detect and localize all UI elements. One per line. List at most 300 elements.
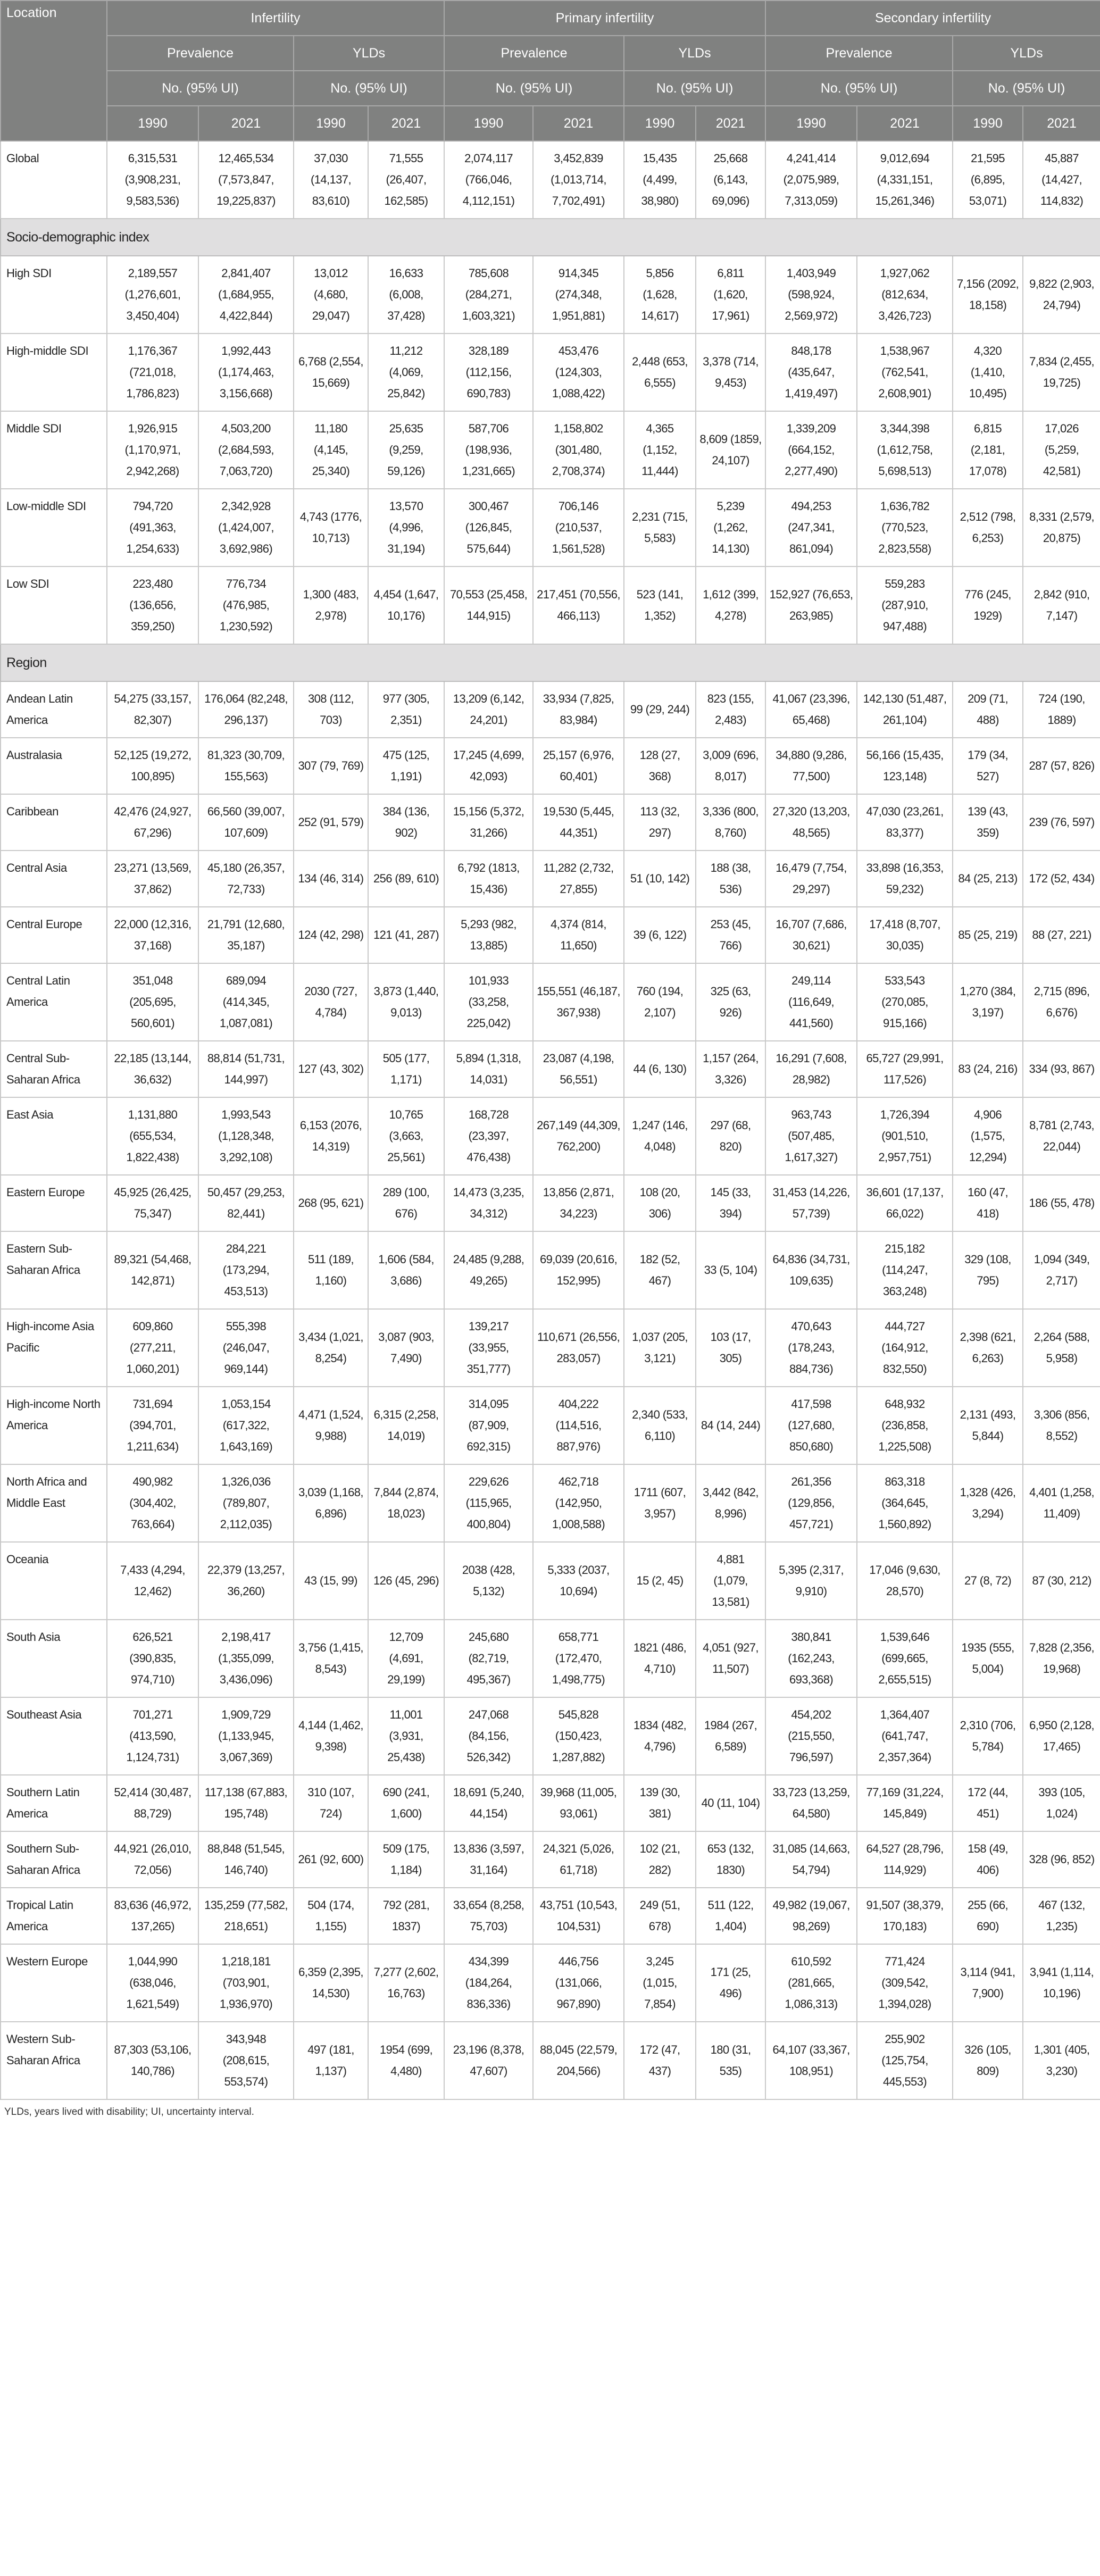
value-cell: 776 (245, 1929)	[953, 566, 1023, 644]
location-cell: Central Asia	[1, 851, 107, 907]
value-cell: 325 (63, 926)	[696, 963, 765, 1041]
value-cell: 863,318 (364,645, 1,560,892)	[857, 1464, 953, 1542]
table-row	[1, 334, 1100, 411]
table-row	[1, 681, 1100, 738]
value-cell: 914,345 (274,348, 1,951,881)	[533, 256, 624, 334]
year-header: 2021	[368, 106, 444, 141]
location-cell: Andean Latin America	[1, 681, 107, 738]
year-header: 2021	[533, 106, 624, 141]
unit-header: No. (95% UI)	[294, 71, 444, 106]
value-cell: 18,691 (5,240, 44,154)	[444, 1775, 533, 1831]
value-cell: 261 (92, 600)	[294, 1831, 368, 1888]
value-cell: 1,328 (426, 3,294)	[953, 1464, 1023, 1542]
value-cell: 11,212 (4,069, 25,842)	[368, 334, 444, 411]
value-cell: 13,836 (3,597, 31,164)	[444, 1831, 533, 1888]
value-cell: 3,039 (1,168, 6,896)	[294, 1464, 368, 1542]
value-cell: 3,336 (800, 8,760)	[696, 794, 765, 851]
value-cell: 27,320 (13,203, 48,565)	[765, 794, 857, 851]
value-cell: 5,395 (2,317, 9,910)	[765, 1542, 857, 1620]
value-cell: 182 (52, 467)	[624, 1231, 696, 1309]
value-cell: 88 (27, 221)	[1023, 907, 1100, 963]
value-cell: 83 (24, 216)	[953, 1041, 1023, 1097]
value-cell: 2,264 (588, 5,958)	[1023, 1309, 1100, 1387]
value-cell: 1,053,154 (617,322, 1,643,169)	[198, 1387, 294, 1464]
table-row	[1, 411, 1100, 489]
value-cell: 626,521 (390,835, 974,710)	[107, 1620, 198, 1697]
location-cell: Western Europe	[1, 1944, 107, 2022]
value-cell: 511 (189, 1,160)	[294, 1231, 368, 1309]
value-cell: 384 (136, 902)	[368, 794, 444, 851]
value-cell: 255,902 (125,754, 445,553)	[857, 2022, 953, 2099]
unit-header: No. (95% UI)	[765, 71, 953, 106]
value-cell: 135,259 (77,582, 218,651)	[198, 1888, 294, 1944]
table-row	[1, 1620, 1100, 1697]
value-cell: 88,814 (51,731, 144,997)	[198, 1041, 294, 1097]
value-cell: 328,189 (112,156, 690,783)	[444, 334, 533, 411]
value-cell: 3,452,839 (1,013,714, 7,702,491)	[533, 141, 624, 219]
unit-header: No. (95% UI)	[107, 71, 294, 106]
location-cell: Southern Sub-Saharan Africa	[1, 1831, 107, 1888]
value-cell: 3,442 (842, 8,996)	[696, 1464, 765, 1542]
value-cell: 33,934 (7,825, 83,984)	[533, 681, 624, 738]
section-header-row	[1, 644, 1100, 681]
value-cell: 509 (175, 1,184)	[368, 1831, 444, 1888]
value-cell: 33 (5, 104)	[696, 1231, 765, 1309]
value-cell: 47,030 (23,261, 83,377)	[857, 794, 953, 851]
value-cell: 255 (66, 690)	[953, 1888, 1023, 1944]
location-cell: Central Sub-Saharan Africa	[1, 1041, 107, 1097]
value-cell: 393 (105, 1,024)	[1023, 1775, 1100, 1831]
value-cell: 160 (47, 418)	[953, 1175, 1023, 1231]
value-cell: 4,051 (927, 11,507)	[696, 1620, 765, 1697]
value-cell: 2,231 (715, 5,583)	[624, 489, 696, 566]
value-cell: 1,364,407 (641,747, 2,357,364)	[857, 1697, 953, 1775]
value-cell: 16,479 (7,754, 29,297)	[765, 851, 857, 907]
value-cell: 25,668 (6,143, 69,096)	[696, 141, 765, 219]
value-cell: 36,601 (17,137, 66,022)	[857, 1175, 953, 1231]
value-cell: 7,277 (2,602, 16,763)	[368, 1944, 444, 2022]
table-header	[1, 1, 1100, 141]
value-cell: 3,245 (1,015, 7,854)	[624, 1944, 696, 2022]
value-cell: 84 (14, 244)	[696, 1387, 765, 1464]
value-cell: 3,306 (856, 8,552)	[1023, 1387, 1100, 1464]
table-row	[1, 141, 1100, 219]
value-cell: 44 (6, 130)	[624, 1041, 696, 1097]
value-cell: 39 (6, 122)	[624, 907, 696, 963]
value-cell: 52,414 (30,487, 88,729)	[107, 1775, 198, 1831]
value-cell: 84 (25, 213)	[953, 851, 1023, 907]
group-header-infertility: Infertility	[107, 1, 444, 36]
table-row	[1, 1944, 1100, 2022]
value-cell: 33,898 (16,353, 59,232)	[857, 851, 953, 907]
location-cell: North Africa and Middle East	[1, 1464, 107, 1542]
value-cell: 70,553 (25,458, 144,915)	[444, 566, 533, 644]
value-cell: 19,530 (5,445, 44,351)	[533, 794, 624, 851]
value-cell: 23,087 (4,198, 56,551)	[533, 1041, 624, 1097]
value-cell: 172 (44, 451)	[953, 1775, 1023, 1831]
value-cell: 434,399 (184,264, 836,336)	[444, 1944, 533, 2022]
value-cell: 247,068 (84,156, 526,342)	[444, 1697, 533, 1775]
table-row	[1, 2022, 1100, 2099]
value-cell: 108 (20, 306)	[624, 1175, 696, 1231]
value-cell: 653 (132, 1830)	[696, 1831, 765, 1888]
location-cell: Middle SDI	[1, 411, 107, 489]
value-cell: 56,166 (15,435, 123,148)	[857, 738, 953, 794]
value-cell: 252 (91, 579)	[294, 794, 368, 851]
location-cell: High SDI	[1, 256, 107, 334]
value-cell: 11,001 (3,931, 25,438)	[368, 1697, 444, 1775]
value-cell: 239 (76, 597)	[1023, 794, 1100, 851]
value-cell: 145 (33, 394)	[696, 1175, 765, 1231]
value-cell: 127 (43, 302)	[294, 1041, 368, 1097]
location-cell: Australasia	[1, 738, 107, 794]
measure-header: YLDs	[294, 36, 444, 71]
year-header: 1990	[107, 106, 198, 141]
value-cell: 823 (155, 2,483)	[696, 681, 765, 738]
value-cell: 172 (52, 434)	[1023, 851, 1100, 907]
value-cell: 16,633 (6,008, 37,428)	[368, 256, 444, 334]
value-cell: 2,340 (533, 6,110)	[624, 1387, 696, 1464]
value-cell: 134 (46, 314)	[294, 851, 368, 907]
table-row	[1, 1464, 1100, 1542]
value-cell: 794,720 (491,363, 1,254,633)	[107, 489, 198, 566]
table-body	[1, 141, 1100, 2099]
measure-header: Prevalence	[107, 36, 294, 71]
value-cell: 217,451 (70,556, 466,113)	[533, 566, 624, 644]
value-cell: 5,856 (1,628, 14,617)	[624, 256, 696, 334]
value-cell: 155,551 (46,187, 367,938)	[533, 963, 624, 1041]
value-cell: 52,125 (19,272, 100,895)	[107, 738, 198, 794]
value-cell: 1,037 (205, 3,121)	[624, 1309, 696, 1387]
value-cell: 87,303 (53,106, 140,786)	[107, 2022, 198, 2099]
value-cell: 1,218,181 (703,901, 1,936,970)	[198, 1944, 294, 2022]
value-cell: 249,114 (116,649, 441,560)	[765, 963, 857, 1041]
value-cell: 256 (89, 610)	[368, 851, 444, 907]
value-cell: 307 (79, 769)	[294, 738, 368, 794]
value-cell: 6,792 (1813, 15,436)	[444, 851, 533, 907]
section-title: Region	[1, 644, 1100, 681]
value-cell: 65,727 (29,991, 117,526)	[857, 1041, 953, 1097]
year-header: 1990	[953, 106, 1023, 141]
header-row-years	[1, 106, 1100, 141]
value-cell: 4,906 (1,575, 12,294)	[953, 1097, 1023, 1175]
value-cell: 977 (305, 2,351)	[368, 681, 444, 738]
value-cell: 1,326,036 (789,807, 2,112,035)	[198, 1464, 294, 1542]
table-row	[1, 907, 1100, 963]
value-cell: 609,860 (277,211, 1,060,201)	[107, 1309, 198, 1387]
value-cell: 351,048 (205,695, 560,601)	[107, 963, 198, 1041]
table-row	[1, 1831, 1100, 1888]
table-row	[1, 1231, 1100, 1309]
value-cell: 3,756 (1,415, 8,543)	[294, 1620, 368, 1697]
value-cell: 101,933 (33,258, 225,042)	[444, 963, 533, 1041]
value-cell: 31,085 (14,663, 54,794)	[765, 1831, 857, 1888]
value-cell: 470,643 (178,243, 884,736)	[765, 1309, 857, 1387]
value-cell: 300,467 (126,845, 575,644)	[444, 489, 533, 566]
value-cell: 587,706 (198,936, 1,231,665)	[444, 411, 533, 489]
value-cell: 1954 (699, 4,480)	[368, 2022, 444, 2099]
value-cell: 2038 (428, 5,132)	[444, 1542, 533, 1620]
value-cell: 326 (105, 809)	[953, 2022, 1023, 2099]
value-cell: 10,765 (3,663, 25,561)	[368, 1097, 444, 1175]
footnote: YLDs, years lived with disability; UI, uncertainty interval.	[4, 2106, 254, 2118]
location-cell: Eastern Europe	[1, 1175, 107, 1231]
value-cell: 85 (25, 219)	[953, 907, 1023, 963]
value-cell: 2,131 (493, 5,844)	[953, 1387, 1023, 1464]
value-cell: 121 (41, 287)	[368, 907, 444, 963]
table-row	[1, 794, 1100, 851]
value-cell: 792 (281, 1837)	[368, 1888, 444, 1944]
value-cell: 179 (34, 527)	[953, 738, 1023, 794]
value-cell: 22,379 (13,257, 36,260)	[198, 1542, 294, 1620]
value-cell: 2030 (727, 4,784)	[294, 963, 368, 1041]
value-cell: 13,209 (6,142, 24,201)	[444, 681, 533, 738]
value-cell: 25,157 (6,976, 60,401)	[533, 738, 624, 794]
value-cell: 776,734 (476,985, 1,230,592)	[198, 566, 294, 644]
value-cell: 380,841 (162,243, 693,368)	[765, 1620, 857, 1697]
value-cell: 284,221 (173,294, 453,513)	[198, 1231, 294, 1309]
location-cell: Central Europe	[1, 907, 107, 963]
value-cell: 253 (45, 766)	[696, 907, 765, 963]
table-row	[1, 1888, 1100, 1944]
value-cell: 1711 (607, 3,957)	[624, 1464, 696, 1542]
value-cell: 6,153 (2076, 14,319)	[294, 1097, 368, 1175]
table-row	[1, 1542, 1100, 1620]
value-cell: 706,146 (210,537, 1,561,528)	[533, 489, 624, 566]
value-cell: 12,709 (4,691, 29,199)	[368, 1620, 444, 1697]
table-row	[1, 256, 1100, 334]
value-cell: 4,365 (1,152, 11,444)	[624, 411, 696, 489]
value-cell: 760 (194, 2,107)	[624, 963, 696, 1041]
table-row	[1, 1775, 1100, 1831]
value-cell: 4,743 (1776, 10,713)	[294, 489, 368, 566]
value-cell: 31,453 (14,226, 57,739)	[765, 1175, 857, 1231]
header-row-units	[1, 71, 1100, 106]
year-header: 2021	[198, 106, 294, 141]
group-header-primary: Primary infertility	[444, 1, 765, 36]
value-cell: 15,156 (5,372, 31,266)	[444, 794, 533, 851]
value-cell: 7,828 (2,356, 19,968)	[1023, 1620, 1100, 1697]
value-cell: 102 (21, 282)	[624, 1831, 696, 1888]
value-cell: 2,310 (706, 5,784)	[953, 1697, 1023, 1775]
year-header: 1990	[294, 106, 368, 141]
value-cell: 21,791 (12,680, 35,187)	[198, 907, 294, 963]
value-cell: 24,321 (5,026, 61,718)	[533, 1831, 624, 1888]
location-cell: Southeast Asia	[1, 1697, 107, 1775]
value-cell: 446,756 (131,066, 967,890)	[533, 1944, 624, 2022]
value-cell: 139,217 (33,955, 351,777)	[444, 1309, 533, 1387]
location-cell: South Asia	[1, 1620, 107, 1697]
table-row	[1, 851, 1100, 907]
value-cell: 1,158,802 (301,480, 2,708,374)	[533, 411, 624, 489]
value-cell: 209 (71, 488)	[953, 681, 1023, 738]
value-cell: 249 (51, 678)	[624, 1888, 696, 1944]
value-cell: 1,270 (384, 3,197)	[953, 963, 1023, 1041]
value-cell: 88,848 (51,545, 146,740)	[198, 1831, 294, 1888]
value-cell: 3,344,398 (1,612,758, 5,698,513)	[857, 411, 953, 489]
value-cell: 287 (57, 826)	[1023, 738, 1100, 794]
value-cell: 724 (190, 1889)	[1023, 681, 1100, 738]
value-cell: 103 (17, 305)	[696, 1309, 765, 1387]
value-cell: 1,247 (146, 4,048)	[624, 1097, 696, 1175]
value-cell: 4,241,414 (2,075,989, 7,313,059)	[765, 141, 857, 219]
value-cell: 17,245 (4,699, 42,093)	[444, 738, 533, 794]
value-cell: 444,727 (164,912, 832,550)	[857, 1309, 953, 1387]
value-cell: 4,471 (1,524, 9,988)	[294, 1387, 368, 1464]
value-cell: 4,881 (1,079, 13,581)	[696, 1542, 765, 1620]
value-cell: 45,887 (14,427, 114,832)	[1023, 141, 1100, 219]
value-cell: 555,398 (246,047, 969,144)	[198, 1309, 294, 1387]
value-cell: 559,283 (287,910, 947,488)	[857, 566, 953, 644]
value-cell: 110,671 (26,556, 283,057)	[533, 1309, 624, 1387]
value-cell: 91,507 (38,379, 170,183)	[857, 1888, 953, 1944]
value-cell: 1,339,209 (664,152, 2,277,490)	[765, 411, 857, 489]
value-cell: 21,595 (6,895, 53,071)	[953, 141, 1023, 219]
value-cell: 17,418 (8,707, 30,035)	[857, 907, 953, 963]
value-cell: 126 (45, 296)	[368, 1542, 444, 1620]
value-cell: 1,612 (399, 4,278)	[696, 566, 765, 644]
year-header: 2021	[1023, 106, 1100, 141]
measure-header: Prevalence	[444, 36, 624, 71]
value-cell: 83,636 (46,972, 137,265)	[107, 1888, 198, 1944]
value-cell: 1,403,949 (598,924, 2,569,972)	[765, 256, 857, 334]
value-cell: 297 (68, 820)	[696, 1097, 765, 1175]
value-cell: 50,457 (29,253, 82,441)	[198, 1175, 294, 1231]
value-cell: 64,527 (28,796, 114,929)	[857, 1831, 953, 1888]
location-cell: Caribbean	[1, 794, 107, 851]
value-cell: 37,030 (14,137, 83,610)	[294, 141, 368, 219]
value-cell: 15 (2, 45)	[624, 1542, 696, 1620]
value-cell: 8,331 (2,579, 20,875)	[1023, 489, 1100, 566]
value-cell: 64,107 (33,367, 108,951)	[765, 2022, 857, 2099]
location-cell: High-middle SDI	[1, 334, 107, 411]
value-cell: 215,182 (114,247, 363,248)	[857, 1231, 953, 1309]
value-cell: 44,921 (26,010, 72,056)	[107, 1831, 198, 1888]
value-cell: 334 (93, 867)	[1023, 1041, 1100, 1097]
value-cell: 963,743 (507,485, 1,617,327)	[765, 1097, 857, 1175]
value-cell: 7,834 (2,455, 19,725)	[1023, 334, 1100, 411]
value-cell: 2,342,928 (1,424,007, 3,692,986)	[198, 489, 294, 566]
unit-header: No. (95% UI)	[953, 71, 1100, 106]
value-cell: 54,275 (33,157, 82,307)	[107, 681, 198, 738]
table-row	[1, 489, 1100, 566]
header-row-groups	[1, 1, 1100, 36]
value-cell: 43,751 (10,543, 104,531)	[533, 1888, 624, 1944]
value-cell: 245,680 (82,719, 495,367)	[444, 1620, 533, 1697]
value-cell: 3,873 (1,440, 9,013)	[368, 963, 444, 1041]
value-cell: 99 (29, 244)	[624, 681, 696, 738]
value-cell: 1,606 (584, 3,686)	[368, 1231, 444, 1309]
value-cell: 1,926,915 (1,170,971, 2,942,268)	[107, 411, 198, 489]
value-cell: 1,992,443 (1,174,463, 3,156,668)	[198, 334, 294, 411]
value-cell: 7,433 (4,294, 12,462)	[107, 1542, 198, 1620]
value-cell: 1935 (555, 5,004)	[953, 1620, 1023, 1697]
value-cell: 142,130 (51,487, 261,104)	[857, 681, 953, 738]
location-cell: Low-middle SDI	[1, 489, 107, 566]
value-cell: 2,398 (621, 6,263)	[953, 1309, 1023, 1387]
value-cell: 223,480 (136,656, 359,250)	[107, 566, 198, 644]
table-row	[1, 1697, 1100, 1775]
value-cell: 3,114 (941, 7,900)	[953, 1944, 1023, 2022]
value-cell: 51 (10, 142)	[624, 851, 696, 907]
value-cell: 453,476 (124,303, 1,088,422)	[533, 334, 624, 411]
value-cell: 15,435 (4,499, 38,980)	[624, 141, 696, 219]
measure-header: YLDs	[624, 36, 765, 71]
value-cell: 139 (43, 359)	[953, 794, 1023, 851]
location-cell: High-income Asia Pacific	[1, 1309, 107, 1387]
value-cell: 511 (122, 1,404)	[696, 1888, 765, 1944]
value-cell: 1,726,394 (901,510, 2,957,751)	[857, 1097, 953, 1175]
value-cell: 268 (95, 621)	[294, 1175, 368, 1231]
value-cell: 3,378 (714, 9,453)	[696, 334, 765, 411]
value-cell: 329 (108, 795)	[953, 1231, 1023, 1309]
value-cell: 43 (15, 99)	[294, 1542, 368, 1620]
value-cell: 1,636,782 (770,523, 2,823,558)	[857, 489, 953, 566]
value-cell: 88,045 (22,579, 204,566)	[533, 2022, 624, 2099]
unit-header: No. (95% UI)	[624, 71, 765, 106]
value-cell: 545,828 (150,423, 1,287,882)	[533, 1697, 624, 1775]
value-cell: 40 (11, 104)	[696, 1775, 765, 1831]
location-cell: Central Latin America	[1, 963, 107, 1041]
value-cell: 17,046 (9,630, 28,570)	[857, 1542, 953, 1620]
value-cell: 11,282 (2,732, 27,855)	[533, 851, 624, 907]
table-row	[1, 738, 1100, 794]
location-cell: Eastern Sub-Saharan Africa	[1, 1231, 107, 1309]
value-cell: 9,012,694 (4,331,151, 15,261,346)	[857, 141, 953, 219]
value-cell: 6,315,531 (3,908,231, 9,583,536)	[107, 141, 198, 219]
value-cell: 14,473 (3,235, 34,312)	[444, 1175, 533, 1231]
measure-header: YLDs	[953, 36, 1100, 71]
table-row	[1, 963, 1100, 1041]
location-cell: Tropical Latin America	[1, 1888, 107, 1944]
table-row	[1, 566, 1100, 644]
value-cell: 23,196 (8,378, 47,607)	[444, 2022, 533, 2099]
value-cell: 4,144 (1,462, 9,398)	[294, 1697, 368, 1775]
value-cell: 22,185 (13,144, 36,632)	[107, 1041, 198, 1097]
value-cell: 3,009 (696, 8,017)	[696, 738, 765, 794]
value-cell: 16,707 (7,686, 30,621)	[765, 907, 857, 963]
value-cell: 4,320 (1,410, 10,495)	[953, 334, 1023, 411]
table-row	[1, 1041, 1100, 1097]
value-cell: 64,836 (34,731, 109,635)	[765, 1231, 857, 1309]
value-cell: 610,592 (281,665, 1,086,313)	[765, 1944, 857, 2022]
value-cell: 497 (181, 1,137)	[294, 2022, 368, 2099]
location-cell: High-income North America	[1, 1387, 107, 1464]
value-cell: 1984 (267, 6,589)	[696, 1697, 765, 1775]
value-cell: 1821 (486, 4,710)	[624, 1620, 696, 1697]
value-cell: 4,401 (1,258, 11,409)	[1023, 1464, 1100, 1542]
location-cell: Low SDI	[1, 566, 107, 644]
value-cell: 6,950 (2,128, 17,465)	[1023, 1697, 1100, 1775]
location-cell: Southern Latin America	[1, 1775, 107, 1831]
value-cell: 8,609 (1859, 24,107)	[696, 411, 765, 489]
value-cell: 81,323 (30,709, 155,563)	[198, 738, 294, 794]
value-cell: 314,095 (87,909, 692,315)	[444, 1387, 533, 1464]
value-cell: 490,982 (304,402, 763,664)	[107, 1464, 198, 1542]
value-cell: 158 (49, 406)	[953, 1831, 1023, 1888]
value-cell: 648,932 (236,858, 1,225,508)	[857, 1387, 953, 1464]
value-cell: 9,822 (2,903, 24,794)	[1023, 256, 1100, 334]
value-cell: 49,982 (19,067, 98,269)	[765, 1888, 857, 1944]
value-cell: 1,927,062 (812,634, 3,426,723)	[857, 256, 953, 334]
value-cell: 22,000 (12,316, 37,168)	[107, 907, 198, 963]
value-cell: 1,176,367 (721,018, 1,786,823)	[107, 334, 198, 411]
value-cell: 27 (8, 72)	[953, 1542, 1023, 1620]
value-cell: 2,189,557 (1,276,601, 3,450,404)	[107, 256, 198, 334]
table-row	[1, 1387, 1100, 1464]
value-cell: 113 (32, 297)	[624, 794, 696, 851]
value-cell: 4,454 (1,647, 10,176)	[368, 566, 444, 644]
